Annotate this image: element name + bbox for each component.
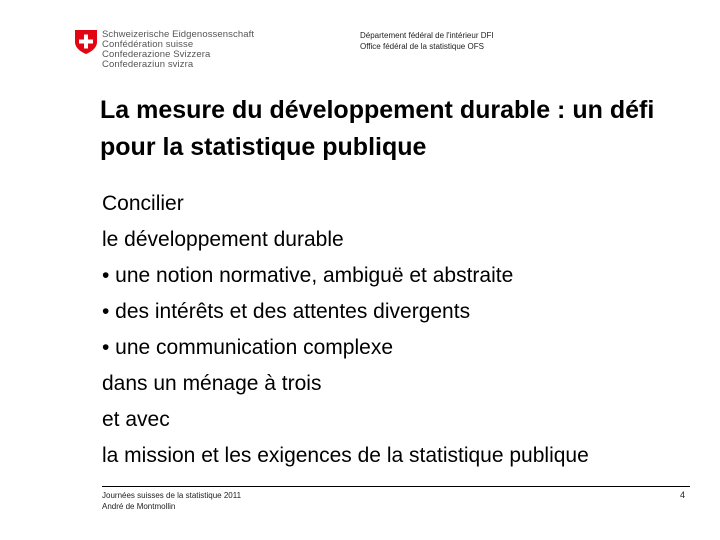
body-line: Concilier [102, 192, 184, 215]
confederation-name-rm: Confederaziun svizra [102, 59, 194, 70]
body-line: et avec [102, 408, 170, 431]
office-name: Office fédéral de la statistique OFS [360, 41, 484, 51]
confederation-name-fr: Confédération suisse [102, 39, 194, 50]
body-line: dans un ménage à trois [102, 372, 322, 395]
confederation-names [102, 30, 254, 70]
body-bullet: • une notion normative, ambiguë et abstraite [102, 264, 514, 287]
confederation-name-de: Schweizerische Eidgenossenschaft [102, 29, 255, 40]
body-bullet: • des intérêts et des attentes divergents [102, 300, 471, 323]
swiss-cross-icon [74, 30, 98, 54]
footer-divider [102, 486, 690, 487]
department-name: Département fédéral de l'intérieur DFI [360, 31, 494, 40]
footer-author: André de Montmollin [102, 502, 176, 511]
slide-body [102, 186, 589, 474]
footer-event: Journées suisses de la statistique 2011 [102, 491, 242, 500]
body-bullet: • une communication complexe [102, 336, 393, 359]
swiss-cross-horizontal [79, 40, 93, 44]
department-block [360, 31, 494, 52]
footer-credits [102, 490, 241, 512]
confederation-name-it: Confederazione Svizzera [102, 49, 211, 60]
slide-title: La mesure du développement durable : un défi pour la statistique publique [100, 96, 655, 161]
body-line: le développement durable [102, 228, 344, 251]
page-number: 4 [680, 490, 686, 500]
body-line: la mission et les exigences de la statistique publique [102, 444, 589, 467]
